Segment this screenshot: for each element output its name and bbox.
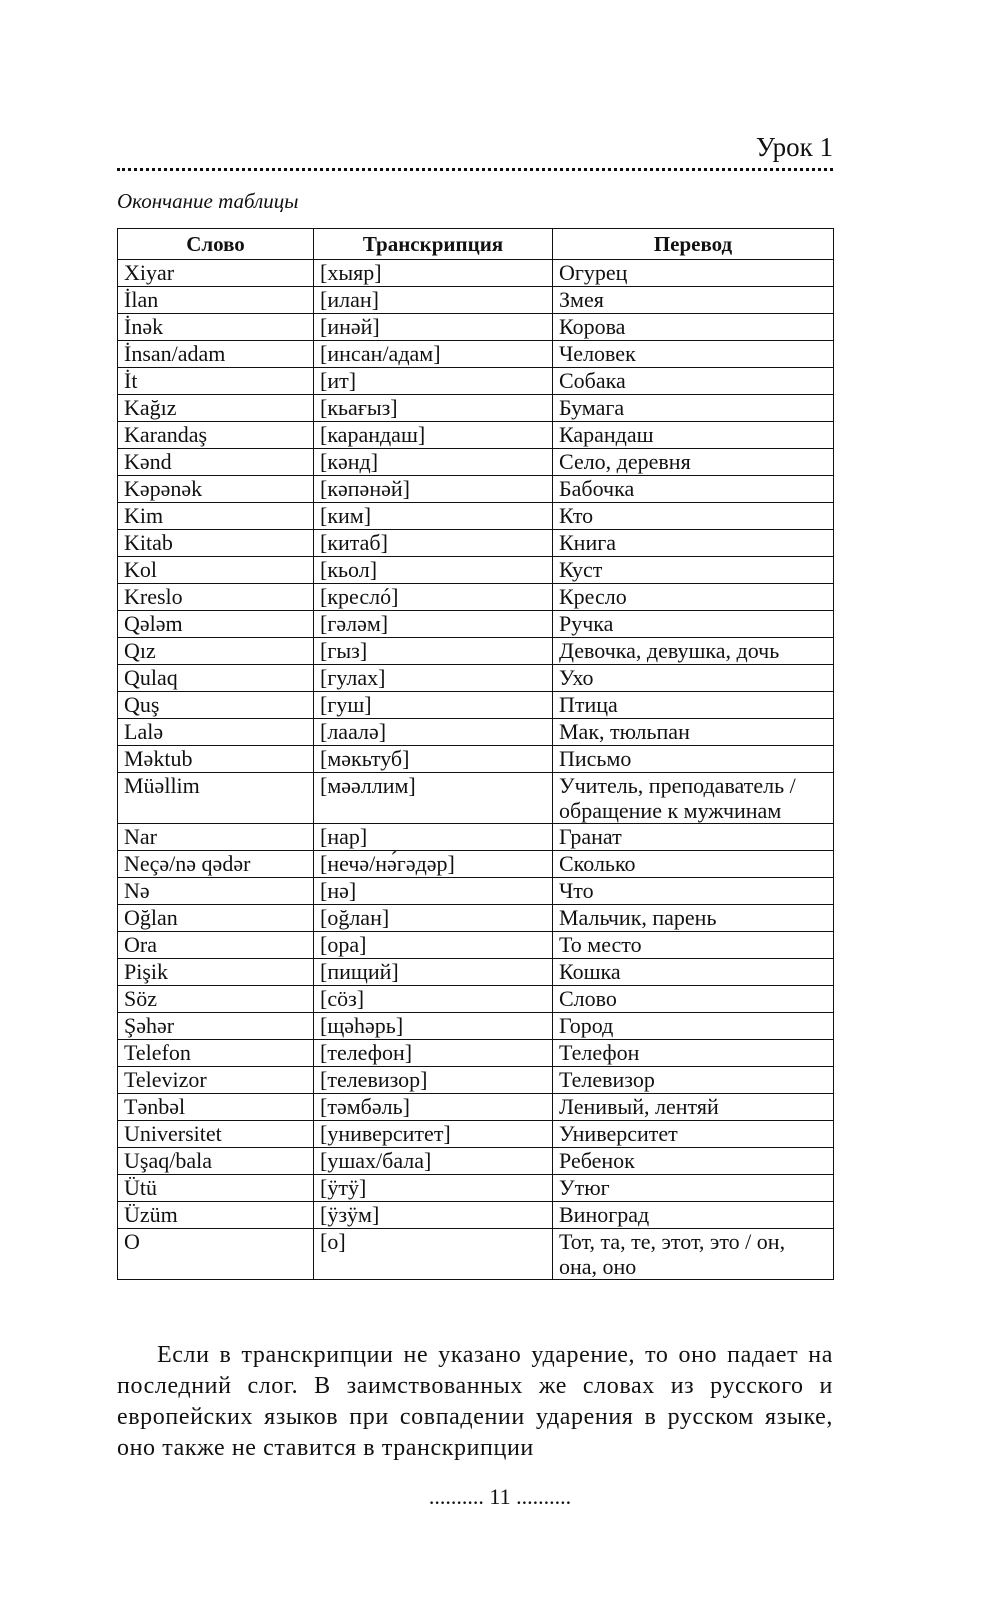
cell-translation: Огурец [553,260,834,287]
cell-translation: То место [553,932,834,959]
column-header-translation: Перевод [553,229,834,260]
cell-word: İnək [118,314,314,341]
running-header [117,128,833,171]
table-row [118,905,834,932]
cell-word: Quş [118,692,314,719]
cell-transcription: [ушах/бала] [314,1148,553,1175]
cell-word: Qulaq [118,665,314,692]
cell-translation: Карандаш [553,422,834,449]
cell-transcription: [карандаш] [314,422,553,449]
cell-word: Neçə/nə qədər [118,851,314,878]
cell-translation: Виноград [553,1202,834,1229]
table-row [118,1202,834,1229]
cell-transcription: [нечә/нә́гәдәр] [314,851,553,878]
body-paragraph: Если в транскрипции не указано ударение, то оно падает на последний слог. В заимствованных же словах из русского и европейских языков при совпадении ударения в русском языке, оно также не ставится в транскрипции [117,1342,833,1461]
table-row [118,773,834,824]
table-row [118,395,834,422]
cell-transcription: [oğлан] [314,905,553,932]
cell-translation: Корова [553,314,834,341]
cell-translation: Ленивый, лентяй [553,1094,834,1121]
table-row [118,557,834,584]
cell-word: Kitab [118,530,314,557]
table-row [118,476,834,503]
table-row [118,1013,834,1040]
cell-translation: Сколько [553,851,834,878]
cell-transcription: [ÿзÿм] [314,1202,553,1229]
cell-transcription: [хыяр] [314,260,553,287]
table-body [118,260,834,1280]
footer-ornament-left: .......... [428,1484,484,1509]
table-row [118,1229,834,1280]
cell-translation: Птица [553,692,834,719]
cell-translation: Ухо [553,665,834,692]
column-header-transcription: Транскрипция [314,229,553,260]
cell-word: Uşaq/bala [118,1148,314,1175]
cell-transcription: [лаалә] [314,719,553,746]
table-row [118,692,834,719]
cell-transcription: [инәй] [314,314,553,341]
table-row [118,1148,834,1175]
table-row [118,584,834,611]
table-row [118,368,834,395]
cell-word: İlan [118,287,314,314]
cell-word: Kağız [118,395,314,422]
cell-translation: Город [553,1013,834,1040]
cell-word: Qız [118,638,314,665]
cell-translation: Слово [553,986,834,1013]
page-number: 11 [489,1484,511,1509]
cell-translation: Девочка, девушка, дочь [553,638,834,665]
cell-transcription: [китаб] [314,530,553,557]
cell-translation: Книга [553,530,834,557]
cell-transcription: [мәкьтуб] [314,746,553,773]
cell-translation: Учитель, преподаватель / обращение к мужчинам [553,773,834,824]
cell-translation: Утюг [553,1175,834,1202]
cell-word: Kəpənək [118,476,314,503]
cell-word: Televizor [118,1067,314,1094]
cell-translation: Кресло [553,584,834,611]
cell-word: Karandaş [118,422,314,449]
table-row [118,932,834,959]
cell-transcription: [щәhәрь] [314,1013,553,1040]
table-row [118,530,834,557]
cell-transcription: [гыз] [314,638,553,665]
cell-transcription: [университет] [314,1121,553,1148]
table-row [118,287,834,314]
cell-transcription: [ит] [314,368,553,395]
cell-translation: Ручка [553,611,834,638]
footer-ornament-right: .......... [516,1484,572,1509]
cell-transcription: [илан] [314,287,553,314]
cell-transcription: [кьол] [314,557,553,584]
cell-word: Xiyar [118,260,314,287]
cell-transcription: [кәпәнәй] [314,476,553,503]
cell-transcription: [пищий] [314,959,553,986]
table-row [118,824,834,851]
cell-word: Məktub [118,746,314,773]
cell-word: Üzüm [118,1202,314,1229]
cell-translation: Письмо [553,746,834,773]
cell-word: Müəllim [118,773,314,824]
cell-transcription: [тәмбәль] [314,1094,553,1121]
cell-translation: Университет [553,1121,834,1148]
cell-translation: Бумага [553,395,834,422]
cell-word: Kənd [118,449,314,476]
cell-word: O [118,1229,314,1280]
cell-translation: Бабочка [553,476,834,503]
cell-word: İt [118,368,314,395]
table-row [118,449,834,476]
cell-transcription: [ора] [314,932,553,959]
table-row [118,878,834,905]
table-row [118,1040,834,1067]
cell-transcription: [ÿтÿ] [314,1175,553,1202]
column-header-word: Слово [118,229,314,260]
lesson-title: Урок 1 [755,132,833,162]
cell-word: Kreslo [118,584,314,611]
table-row [118,1121,834,1148]
cell-transcription: [сöз] [314,986,553,1013]
table-row [118,422,834,449]
table-row [118,986,834,1013]
table-row [118,1094,834,1121]
cell-translation: Телевизор [553,1067,834,1094]
cell-translation: Телефон [553,1040,834,1067]
table-row [118,611,834,638]
cell-word: Telefon [118,1040,314,1067]
cell-word: Şəhər [118,1013,314,1040]
cell-transcription: [гуш] [314,692,553,719]
cell-translation: Змея [553,287,834,314]
cell-translation: Тот, та, те, этот, это / он, она, оно [553,1229,834,1280]
cell-word: Nar [118,824,314,851]
table-row [118,851,834,878]
cell-translation: Гранат [553,824,834,851]
cell-translation: Человек [553,341,834,368]
table-row [118,719,834,746]
cell-translation: Мак, тюльпан [553,719,834,746]
cell-word: Pişik [118,959,314,986]
table-caption: Окончание таблицы [117,189,299,213]
cell-transcription: [инсан/адам] [314,341,553,368]
cell-translation: Мальчик, парень [553,905,834,932]
cell-transcription: [нар] [314,824,553,851]
cell-transcription: [креслó] [314,584,553,611]
cell-transcription: [гулах] [314,665,553,692]
cell-translation: Кошка [553,959,834,986]
cell-translation: Куст [553,557,834,584]
cell-transcription: [кәнд] [314,449,553,476]
cell-word: Kim [118,503,314,530]
cell-transcription: [кьағыз] [314,395,553,422]
cell-word: İnsan/adam [118,341,314,368]
cell-word: Lalə [118,719,314,746]
table-row [118,1067,834,1094]
cell-word: Nə [118,878,314,905]
cell-transcription: [o] [314,1229,553,1280]
cell-word: Kol [118,557,314,584]
table-row [118,1175,834,1202]
table-row [118,665,834,692]
cell-word: Ütü [118,1175,314,1202]
cell-word: Universitet [118,1121,314,1148]
cell-translation: Ребенок [553,1148,834,1175]
table-header-row [118,229,834,260]
cell-translation: Кто [553,503,834,530]
table-row [118,746,834,773]
page-footer [0,1484,1000,1510]
cell-transcription: [нә] [314,878,553,905]
table-row [118,341,834,368]
cell-transcription: [мәәллим] [314,773,553,824]
cell-transcription: [гәләм] [314,611,553,638]
cell-word: Tənbəl [118,1094,314,1121]
cell-word: Oğlan [118,905,314,932]
cell-transcription: [телефон] [314,1040,553,1067]
table-row [118,638,834,665]
cell-word: Ora [118,932,314,959]
cell-word: Söz [118,986,314,1013]
table-row [118,503,834,530]
cell-translation: Собака [553,368,834,395]
table-row [118,314,834,341]
table-row [118,959,834,986]
cell-translation: Что [553,878,834,905]
vocabulary-table [117,228,834,1280]
cell-transcription: [ким] [314,503,553,530]
table-row [118,260,834,287]
cell-word: Qələm [118,611,314,638]
cell-translation: Село, деревня [553,449,834,476]
cell-transcription: [телевизор] [314,1067,553,1094]
